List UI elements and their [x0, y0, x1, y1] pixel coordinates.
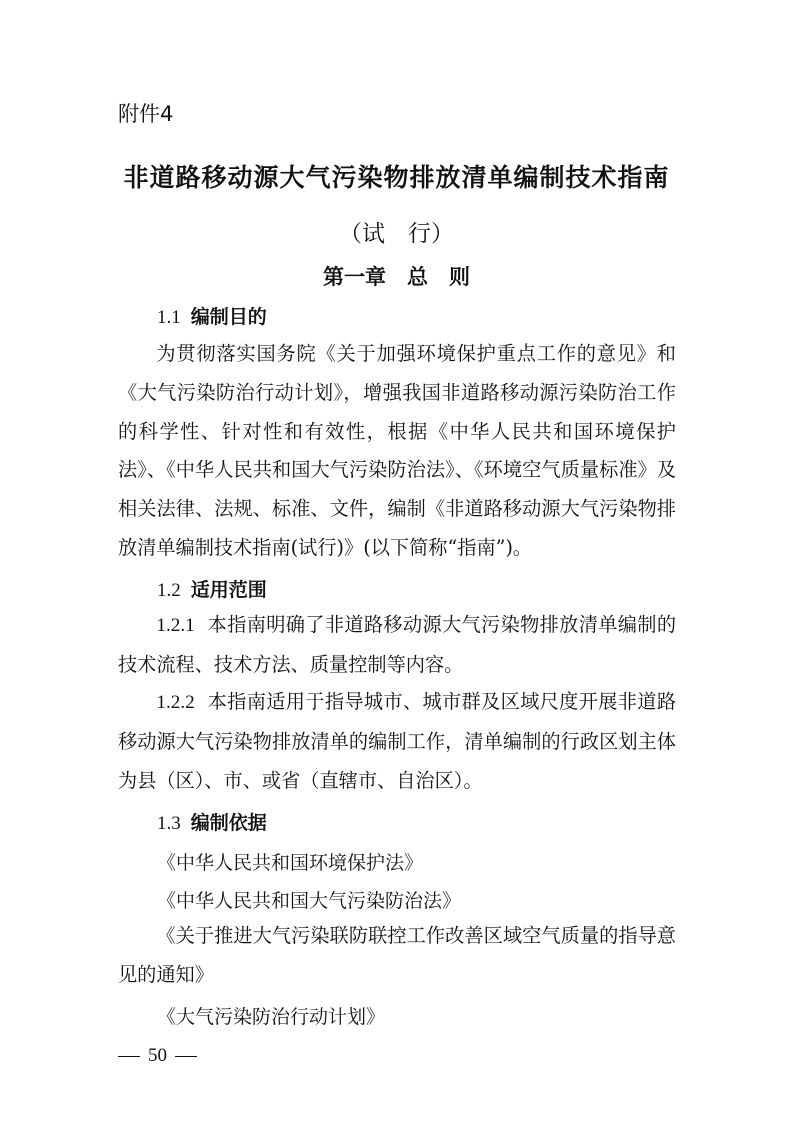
clause-text: 本指南明确了非道路移动源大气污染物排放清单编制的技术流程、技术方法、质量控制等内容。: [118, 613, 677, 676]
paragraph-purpose: 为贯彻落实国务院《关于加强环境保护重点工作的意见》和《大气污染防治行动计划》，增强我国非道路移动源污染防治工作的科学性、针对性和有效性，根据《中华人民共和国环境保护法》、《中华人民共和国大气污染防治法》、《环境空气质量标准》及相关法律、法规、标准、文件，编制《非道路移动源大气污染物排放清单编制技术指南(试行)》(以下简称“指南”)。: [118, 342, 676, 559]
section-title: 编制依据: [190, 812, 267, 834]
attachment-label: 附件4: [118, 102, 174, 126]
footer-dash-right: [175, 1056, 197, 1057]
section-title: 适用范围: [190, 579, 267, 601]
section-title: 编制目的: [190, 306, 267, 328]
section-number: 1.3: [157, 813, 181, 834]
footer-dash-left: [118, 1056, 140, 1057]
reference-item: 《大气污染防治行动计划》: [157, 1006, 386, 1028]
clause-number: 1.2.2: [156, 692, 195, 713]
clause-text: 本指南适用于指导城市、城市群及区域尺度开展非道路移动源大气污染物排放清单的编制工作，清单编制的行政区划主体为县（区）、市、或省（直辖市、自治区）。: [118, 690, 677, 792]
section-number: 1.1: [157, 307, 181, 328]
paragraph-scope-2: [118, 683, 676, 800]
document-title: 非道路移动源大气污染物排放清单编制技术指南: [123, 163, 670, 192]
page-number: 50: [148, 1045, 167, 1066]
chapter-heading: 第一章 总 则: [323, 265, 470, 289]
reference-item: 《中华人民共和国大气污染防治法》: [157, 890, 462, 912]
section-heading-1-1: [157, 302, 267, 329]
clause-number: 1.2.1: [156, 615, 195, 636]
reference-item: 《中华人民共和国环境保护法》: [157, 852, 424, 874]
document-subtitle: （试 行）: [339, 221, 454, 247]
section-heading-1-2: [157, 575, 267, 602]
paragraph-scope-1: [118, 606, 676, 685]
section-number: 1.2: [157, 580, 181, 601]
page-footer: [118, 1045, 205, 1067]
section-heading-1-3: [157, 808, 267, 835]
reference-item-long: 《关于推进大气污染联防联控工作改善区域空气质量的指导意见的通知》: [118, 924, 676, 986]
